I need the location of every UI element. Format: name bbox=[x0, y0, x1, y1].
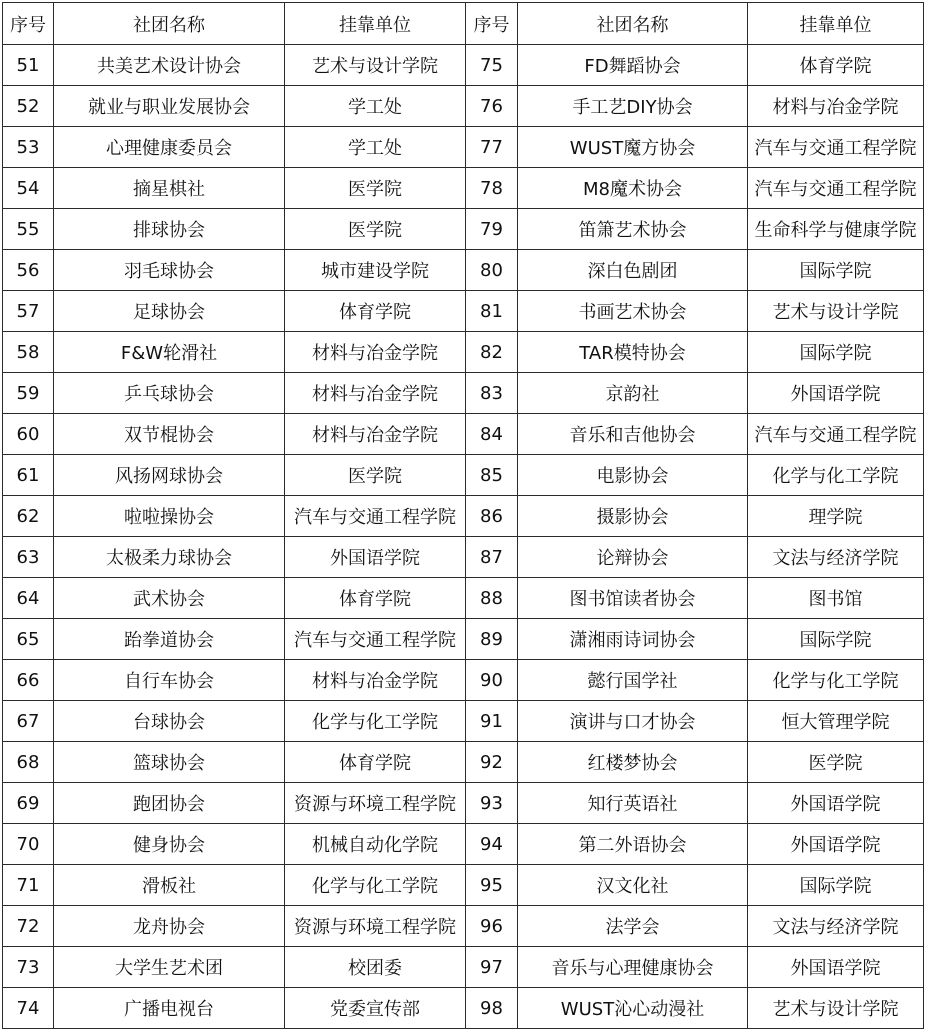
cell-number-left: 61 bbox=[3, 455, 54, 496]
cell-affiliated-unit-left: 材料与冶金学院 bbox=[285, 373, 466, 414]
cell-club-name-left: 篮球协会 bbox=[54, 742, 285, 783]
table-row bbox=[3, 988, 924, 1029]
cell-affiliated-unit-left: 汽车与交通工程学院 bbox=[285, 619, 466, 660]
cell-number-left: 53 bbox=[3, 127, 54, 168]
cell-number-left: 73 bbox=[3, 947, 54, 988]
cell-affiliated-unit-left: 汽车与交通工程学院 bbox=[285, 496, 466, 537]
header-club-name-left: 社团名称 bbox=[54, 3, 285, 45]
cell-affiliated-unit-right: 化学与化工学院 bbox=[748, 660, 924, 701]
cell-club-name-left: 武术协会 bbox=[54, 578, 285, 619]
cell-affiliated-unit-left: 材料与冶金学院 bbox=[285, 660, 466, 701]
table-body bbox=[3, 45, 924, 1029]
table-row bbox=[3, 865, 924, 906]
header-number-left: 序号 bbox=[3, 3, 54, 45]
cell-affiliated-unit-right: 材料与冶金学院 bbox=[748, 86, 924, 127]
cell-number-right: 87 bbox=[466, 537, 518, 578]
cell-number-right: 76 bbox=[466, 86, 518, 127]
cell-club-name-left: 滑板社 bbox=[54, 865, 285, 906]
cell-number-left: 65 bbox=[3, 619, 54, 660]
table-row bbox=[3, 373, 924, 414]
cell-club-name-right: 图书馆读者协会 bbox=[518, 578, 748, 619]
cell-number-left: 64 bbox=[3, 578, 54, 619]
cell-club-name-left: 跑团协会 bbox=[54, 783, 285, 824]
cell-affiliated-unit-left: 医学院 bbox=[285, 455, 466, 496]
table-row bbox=[3, 414, 924, 455]
cell-affiliated-unit-right: 艺术与设计学院 bbox=[748, 291, 924, 332]
cell-number-right: 89 bbox=[466, 619, 518, 660]
table-row bbox=[3, 45, 924, 86]
table-row bbox=[3, 578, 924, 619]
cell-club-name-right: 论辩协会 bbox=[518, 537, 748, 578]
cell-number-left: 59 bbox=[3, 373, 54, 414]
cell-number-left: 62 bbox=[3, 496, 54, 537]
table-row bbox=[3, 947, 924, 988]
cell-number-right: 95 bbox=[466, 865, 518, 906]
cell-number-right: 82 bbox=[466, 332, 518, 373]
cell-affiliated-unit-right: 体育学院 bbox=[748, 45, 924, 86]
table-row bbox=[3, 455, 924, 496]
cell-affiliated-unit-left: 学工处 bbox=[285, 127, 466, 168]
header-row bbox=[3, 3, 924, 45]
cell-affiliated-unit-left: 化学与化工学院 bbox=[285, 865, 466, 906]
cell-affiliated-unit-right: 理学院 bbox=[748, 496, 924, 537]
cell-affiliated-unit-right: 汽车与交通工程学院 bbox=[748, 168, 924, 209]
cell-affiliated-unit-right: 汽车与交通工程学院 bbox=[748, 414, 924, 455]
cell-club-name-right: 摄影协会 bbox=[518, 496, 748, 537]
cell-club-name-right: 京韵社 bbox=[518, 373, 748, 414]
header-affiliated-unit-right: 挂靠单位 bbox=[748, 3, 924, 45]
table-row bbox=[3, 906, 924, 947]
cell-number-right: 93 bbox=[466, 783, 518, 824]
cell-club-name-right: M8魔术协会 bbox=[518, 168, 748, 209]
cell-number-left: 58 bbox=[3, 332, 54, 373]
cell-club-name-right: WUST沁心动漫社 bbox=[518, 988, 748, 1029]
table-row bbox=[3, 291, 924, 332]
cell-affiliated-unit-right: 文法与经济学院 bbox=[748, 906, 924, 947]
cell-number-left: 67 bbox=[3, 701, 54, 742]
cell-affiliated-unit-left: 体育学院 bbox=[285, 742, 466, 783]
cell-club-name-right: 笛箫艺术协会 bbox=[518, 209, 748, 250]
cell-number-right: 85 bbox=[466, 455, 518, 496]
cell-affiliated-unit-right: 外国语学院 bbox=[748, 947, 924, 988]
club-table bbox=[2, 2, 924, 1029]
cell-affiliated-unit-left: 艺术与设计学院 bbox=[285, 45, 466, 86]
cell-affiliated-unit-right: 国际学院 bbox=[748, 332, 924, 373]
table-row bbox=[3, 742, 924, 783]
cell-club-name-left: 风扬网球协会 bbox=[54, 455, 285, 496]
cell-club-name-left: 摘星棋社 bbox=[54, 168, 285, 209]
cell-club-name-left: 广播电视台 bbox=[54, 988, 285, 1029]
table-row bbox=[3, 86, 924, 127]
cell-number-right: 96 bbox=[466, 906, 518, 947]
cell-club-name-left: 太极柔力球协会 bbox=[54, 537, 285, 578]
cell-number-right: 98 bbox=[466, 988, 518, 1029]
cell-number-right: 84 bbox=[466, 414, 518, 455]
cell-club-name-right: 知行英语社 bbox=[518, 783, 748, 824]
cell-affiliated-unit-right: 外国语学院 bbox=[748, 783, 924, 824]
cell-affiliated-unit-right: 国际学院 bbox=[748, 865, 924, 906]
cell-number-left: 72 bbox=[3, 906, 54, 947]
cell-affiliated-unit-right: 艺术与设计学院 bbox=[748, 988, 924, 1029]
table-row bbox=[3, 168, 924, 209]
cell-number-right: 90 bbox=[466, 660, 518, 701]
cell-number-left: 60 bbox=[3, 414, 54, 455]
cell-affiliated-unit-left: 学工处 bbox=[285, 86, 466, 127]
cell-number-left: 69 bbox=[3, 783, 54, 824]
table-row bbox=[3, 783, 924, 824]
cell-number-right: 81 bbox=[466, 291, 518, 332]
cell-affiliated-unit-right: 生命科学与健康学院 bbox=[748, 209, 924, 250]
cell-number-left: 57 bbox=[3, 291, 54, 332]
cell-club-name-left: 共美艺术设计协会 bbox=[54, 45, 285, 86]
header-number-right: 序号 bbox=[466, 3, 518, 45]
cell-number-right: 75 bbox=[466, 45, 518, 86]
cell-club-name-right: 懿行国学社 bbox=[518, 660, 748, 701]
cell-club-name-right: 演讲与口才协会 bbox=[518, 701, 748, 742]
cell-club-name-left: 自行车协会 bbox=[54, 660, 285, 701]
cell-number-right: 78 bbox=[466, 168, 518, 209]
cell-number-right: 83 bbox=[466, 373, 518, 414]
cell-affiliated-unit-left: 资源与环境工程学院 bbox=[285, 783, 466, 824]
cell-number-left: 52 bbox=[3, 86, 54, 127]
cell-number-left: 68 bbox=[3, 742, 54, 783]
cell-affiliated-unit-right: 国际学院 bbox=[748, 619, 924, 660]
cell-number-right: 80 bbox=[466, 250, 518, 291]
cell-affiliated-unit-left: 校团委 bbox=[285, 947, 466, 988]
cell-club-name-right: TAR模特协会 bbox=[518, 332, 748, 373]
cell-club-name-left: 就业与职业发展协会 bbox=[54, 86, 285, 127]
cell-affiliated-unit-left: 医学院 bbox=[285, 168, 466, 209]
cell-club-name-right: 红楼梦协会 bbox=[518, 742, 748, 783]
cell-club-name-left: 心理健康委员会 bbox=[54, 127, 285, 168]
cell-affiliated-unit-right: 图书馆 bbox=[748, 578, 924, 619]
cell-affiliated-unit-right: 医学院 bbox=[748, 742, 924, 783]
cell-affiliated-unit-left: 材料与冶金学院 bbox=[285, 332, 466, 373]
cell-affiliated-unit-right: 恒大管理学院 bbox=[748, 701, 924, 742]
cell-affiliated-unit-left: 体育学院 bbox=[285, 578, 466, 619]
cell-club-name-right: 书画艺术协会 bbox=[518, 291, 748, 332]
table-row bbox=[3, 209, 924, 250]
cell-affiliated-unit-left: 体育学院 bbox=[285, 291, 466, 332]
cell-number-left: 56 bbox=[3, 250, 54, 291]
cell-club-name-right: 电影协会 bbox=[518, 455, 748, 496]
cell-club-name-right: WUST魔方协会 bbox=[518, 127, 748, 168]
cell-club-name-right: 汉文化社 bbox=[518, 865, 748, 906]
cell-club-name-right: 第二外语协会 bbox=[518, 824, 748, 865]
cell-affiliated-unit-left: 城市建设学院 bbox=[285, 250, 466, 291]
cell-number-right: 97 bbox=[466, 947, 518, 988]
cell-affiliated-unit-left: 化学与化工学院 bbox=[285, 701, 466, 742]
table-row bbox=[3, 250, 924, 291]
cell-affiliated-unit-left: 机械自动化学院 bbox=[285, 824, 466, 865]
cell-number-left: 63 bbox=[3, 537, 54, 578]
cell-number-left: 51 bbox=[3, 45, 54, 86]
cell-club-name-left: 啦啦操协会 bbox=[54, 496, 285, 537]
cell-club-name-left: 羽毛球协会 bbox=[54, 250, 285, 291]
cell-affiliated-unit-left: 医学院 bbox=[285, 209, 466, 250]
cell-club-name-left: 排球协会 bbox=[54, 209, 285, 250]
cell-club-name-right: 音乐和吉他协会 bbox=[518, 414, 748, 455]
cell-affiliated-unit-left: 材料与冶金学院 bbox=[285, 414, 466, 455]
cell-number-right: 77 bbox=[466, 127, 518, 168]
cell-affiliated-unit-right: 国际学院 bbox=[748, 250, 924, 291]
cell-affiliated-unit-right: 外国语学院 bbox=[748, 824, 924, 865]
cell-club-name-left: 台球协会 bbox=[54, 701, 285, 742]
table-row bbox=[3, 619, 924, 660]
table-row bbox=[3, 127, 924, 168]
cell-affiliated-unit-left: 外国语学院 bbox=[285, 537, 466, 578]
cell-club-name-left: 足球协会 bbox=[54, 291, 285, 332]
header-affiliated-unit-left: 挂靠单位 bbox=[285, 3, 466, 45]
cell-affiliated-unit-right: 化学与化工学院 bbox=[748, 455, 924, 496]
cell-club-name-left: F&W轮滑社 bbox=[54, 332, 285, 373]
cell-number-right: 92 bbox=[466, 742, 518, 783]
cell-club-name-right: FD舞蹈协会 bbox=[518, 45, 748, 86]
cell-club-name-right: 法学会 bbox=[518, 906, 748, 947]
cell-club-name-right: 深白色剧团 bbox=[518, 250, 748, 291]
cell-affiliated-unit-right: 汽车与交通工程学院 bbox=[748, 127, 924, 168]
cell-club-name-left: 龙舟协会 bbox=[54, 906, 285, 947]
cell-number-right: 91 bbox=[466, 701, 518, 742]
cell-number-left: 55 bbox=[3, 209, 54, 250]
cell-affiliated-unit-right: 外国语学院 bbox=[748, 373, 924, 414]
cell-number-left: 66 bbox=[3, 660, 54, 701]
header-club-name-right: 社团名称 bbox=[518, 3, 748, 45]
table-row bbox=[3, 660, 924, 701]
cell-number-right: 79 bbox=[466, 209, 518, 250]
cell-club-name-left: 跆拳道协会 bbox=[54, 619, 285, 660]
cell-club-name-left: 乒乓球协会 bbox=[54, 373, 285, 414]
cell-number-right: 86 bbox=[466, 496, 518, 537]
table-row bbox=[3, 824, 924, 865]
cell-number-left: 71 bbox=[3, 865, 54, 906]
cell-number-left: 70 bbox=[3, 824, 54, 865]
cell-club-name-left: 双节棍协会 bbox=[54, 414, 285, 455]
table-row bbox=[3, 701, 924, 742]
cell-number-right: 94 bbox=[466, 824, 518, 865]
cell-club-name-right: 潇湘雨诗词协会 bbox=[518, 619, 748, 660]
cell-number-left: 74 bbox=[3, 988, 54, 1029]
cell-number-left: 54 bbox=[3, 168, 54, 209]
table-row bbox=[3, 537, 924, 578]
cell-number-right: 88 bbox=[466, 578, 518, 619]
cell-affiliated-unit-left: 资源与环境工程学院 bbox=[285, 906, 466, 947]
cell-affiliated-unit-left: 党委宣传部 bbox=[285, 988, 466, 1029]
cell-club-name-left: 大学生艺术团 bbox=[54, 947, 285, 988]
table-row bbox=[3, 332, 924, 373]
cell-club-name-left: 健身协会 bbox=[54, 824, 285, 865]
cell-affiliated-unit-right: 文法与经济学院 bbox=[748, 537, 924, 578]
cell-club-name-right: 音乐与心理健康协会 bbox=[518, 947, 748, 988]
table-row bbox=[3, 496, 924, 537]
cell-club-name-right: 手工艺DIY协会 bbox=[518, 86, 748, 127]
